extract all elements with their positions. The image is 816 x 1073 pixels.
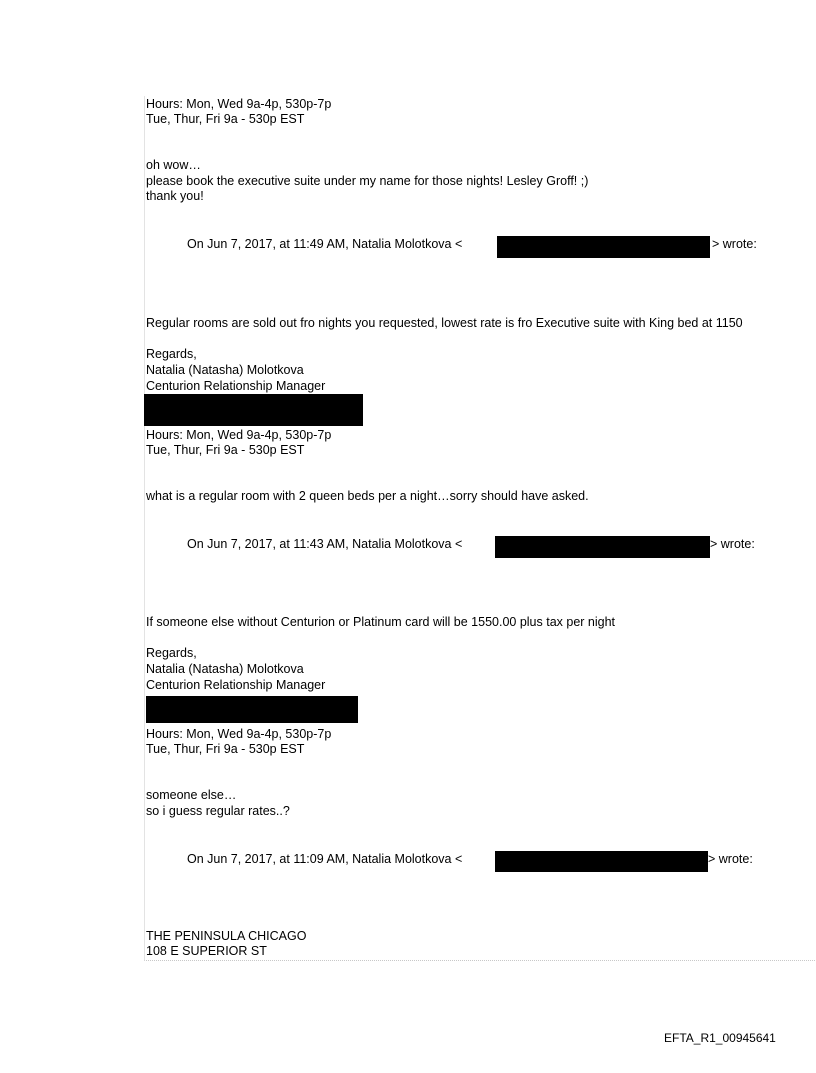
reply-line: so i guess regular rates..?: [146, 804, 290, 818]
bates-number: EFTA_R1_00945641: [664, 1031, 776, 1045]
signature-regards: Regards,: [146, 646, 197, 660]
quote-header-prefix: On Jun 7, 2017, at 11:43 AM, Natalia Molotkova <: [187, 537, 463, 551]
quote-header-suffix: > wrote:: [712, 237, 757, 251]
quote-header-suffix: > wrote:: [708, 852, 753, 866]
redaction-box: [497, 236, 710, 258]
hours-line: Tue, Thur, Fri 9a - 530p EST: [146, 443, 305, 457]
hours-line: Hours: Mon, Wed 9a-4p, 530p-7p: [146, 97, 332, 111]
reply-line: someone else…: [146, 788, 237, 802]
quote-header-prefix: On Jun 7, 2017, at 11:49 AM, Natalia Molotkova <: [187, 237, 463, 251]
signature-name: Natalia (Natasha) Molotkova: [146, 662, 304, 676]
reply-line: thank you!: [146, 189, 204, 203]
reply-line: please book the executive suite under my name for those nights! Lesley Groff! ;): [146, 174, 589, 188]
message-body: If someone else without Centurion or Platinum card will be 1550.00 plus tax per night: [146, 615, 616, 629]
hours-line: Tue, Thur, Fri 9a - 530p EST: [146, 112, 305, 126]
redaction-box: [144, 394, 363, 426]
signature-regards: Regards,: [146, 347, 197, 361]
signature-title: Centurion Relationship Manager: [146, 678, 326, 692]
signature-name: Natalia (Natasha) Molotkova: [146, 363, 304, 377]
redaction-box: [495, 851, 708, 872]
message-body: Regular rooms are sold out fro nights you requested, lowest rate is fro Executive suite with King bed at 1150: [146, 316, 743, 330]
email-thread-frame: [144, 96, 816, 961]
hours-line: Hours: Mon, Wed 9a-4p, 530p-7p: [146, 727, 332, 741]
hotel-name: THE PENINSULA CHICAGO: [146, 929, 307, 943]
signature-title: Centurion Relationship Manager: [146, 379, 326, 393]
redaction-box: [146, 696, 358, 723]
hotel-address: 108 E SUPERIOR ST: [146, 944, 267, 958]
redaction-box: [495, 536, 710, 558]
hours-line: Tue, Thur, Fri 9a - 530p EST: [146, 742, 305, 756]
quote-header-suffix: > wrote:: [710, 537, 755, 551]
reply-line: oh wow…: [146, 158, 201, 172]
reply-line: what is a regular room with 2 queen beds per a night…sorry should have asked.: [146, 489, 589, 503]
quote-header-prefix: On Jun 7, 2017, at 11:09 AM, Natalia Molotkova <: [187, 852, 463, 866]
hours-line: Hours: Mon, Wed 9a-4p, 530p-7p: [146, 428, 332, 442]
